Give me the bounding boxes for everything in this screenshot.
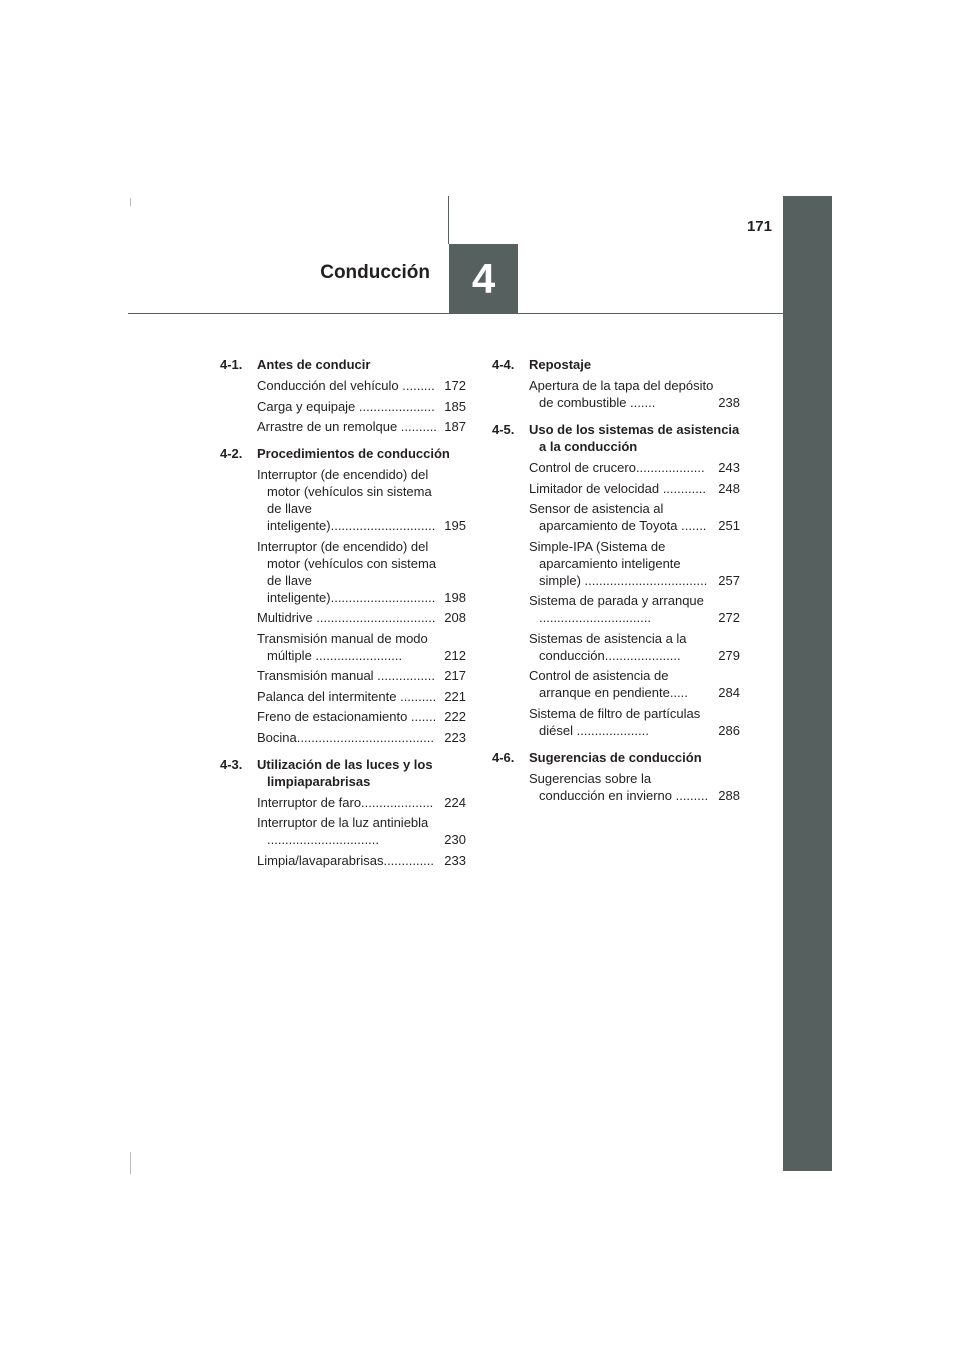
toc-entry-text: Interruptor (de encendido) del motor (vehículos sin sistema de llave inteligente)............................. (257, 467, 436, 533)
section-number: 4-2. (220, 446, 243, 461)
section-number: 4-3. (220, 756, 243, 772)
toc-entry[interactable] (529, 705, 740, 739)
toc-entry[interactable] (529, 500, 740, 534)
toc-entry-page: 230 (444, 832, 466, 847)
toc-entry[interactable] (257, 708, 466, 725)
toc-entry[interactable] (257, 667, 466, 684)
toc-entry-text: Limpia/lavaparabrisas.............. (257, 852, 435, 868)
chapter-title: Conducción (320, 262, 430, 283)
toc-entry[interactable] (257, 609, 466, 626)
toc-section (492, 356, 740, 411)
toc-entry-text: Apertura de la tapa del depósito de combustible ....... (529, 378, 714, 410)
toc-entry[interactable] (529, 538, 740, 589)
toc-entry-text: Sistema de filtro de partículas diésel .................... (529, 705, 701, 738)
section-body (529, 356, 740, 411)
toc-entry-page: 248 (718, 480, 740, 496)
toc-entry-text: Sensor de asistencia al aparcamiento de Toyota ....... (529, 501, 707, 533)
toc-entry-text: Conducción del vehículo ......... (257, 378, 435, 393)
toc-entry-page: 224 (444, 794, 466, 810)
chapter-number-box: 4 (449, 244, 518, 313)
toc-entry-text: Sugerencias sobre la conducción en invierno ......... (529, 770, 709, 803)
toc-entry-text: Simple-IPA (Sistema de aparcamiento inteligente simple) .................................. (529, 538, 708, 588)
toc-entry-text: Multidrive ................................. (257, 610, 436, 625)
section-title: Procedimientos de conducción (257, 446, 450, 461)
toc-entry-page: 251 (718, 518, 740, 533)
section-body (257, 356, 466, 435)
toc-entry[interactable] (257, 814, 466, 848)
section-body (257, 756, 466, 869)
section-number: 4-5. (492, 422, 515, 437)
toc-entry-text: Sistema de parada y arranque ............................... (529, 593, 704, 625)
section-title: Uso de los sistemas de asistencia a la conducción (529, 422, 740, 454)
section-body (529, 749, 740, 804)
toc-entry-page: 222 (444, 709, 466, 724)
toc-entry-text: Control de asistencia de arranque en pendiente..... (529, 668, 688, 700)
toc-entry-text: Interruptor de faro.................... (257, 794, 434, 810)
toc-entry-page: 223 (444, 729, 466, 745)
crop-mark (130, 1152, 131, 1174)
toc-entry[interactable] (257, 688, 466, 705)
toc-entry[interactable] (257, 729, 466, 746)
toc-section (492, 749, 740, 804)
toc-entry[interactable] (529, 770, 740, 804)
toc-entry[interactable] (257, 630, 466, 664)
toc-entry-page: 185 (444, 398, 466, 414)
section-number: 4-4. (492, 357, 515, 372)
toc-entry-page: 187 (444, 419, 466, 434)
chapter-side-tab (783, 196, 832, 1171)
toc-entry-page: 286 (718, 722, 740, 738)
toc-entry[interactable] (257, 466, 466, 534)
section-title: Utilización de las luces y los limpiaparabrisas (257, 756, 433, 789)
toc-entry-page: 212 (444, 647, 466, 663)
toc-entry-text: Palanca del intermitente .......... (257, 688, 437, 704)
section-title: Sugerencias de conducción (529, 749, 702, 765)
toc-entry-page: 233 (444, 852, 466, 868)
toc-entry[interactable] (529, 667, 740, 701)
toc-entry-page: 257 (718, 572, 740, 588)
toc-entry[interactable] (257, 538, 466, 606)
toc-entry[interactable] (529, 480, 740, 497)
section-body (529, 421, 740, 739)
toc-entry-text: Interruptor (de encendido) del motor (vehículos con sistema de llave inteligente)............................. (257, 538, 437, 605)
toc-entry-text: Sistemas de asistencia a la conducción..................... (529, 630, 687, 663)
toc-entry-page: 217 (444, 668, 466, 683)
header-horizontal-rule (128, 313, 783, 314)
toc-entry-page: 198 (444, 589, 466, 605)
toc-entry-text: Freno de estacionamiento ....... (257, 709, 437, 724)
toc-entry[interactable] (529, 630, 740, 664)
toc-entry-page: 243 (718, 460, 740, 475)
toc-entry[interactable] (257, 852, 466, 869)
toc-section (220, 356, 466, 435)
page-number: 171 (746, 218, 772, 235)
toc-entry-text: Carga y equipaje ..................... (257, 398, 435, 414)
toc-entry-text: Limitador de velocidad ............ (529, 480, 707, 496)
section-title: Repostaje (529, 357, 592, 372)
toc-entry-page: 221 (444, 688, 466, 704)
toc-entry-page: 272 (718, 610, 740, 625)
toc-entry-page: 195 (444, 518, 466, 533)
toc-entry[interactable] (529, 592, 740, 626)
toc-entry-page: 284 (718, 685, 740, 700)
toc-entry-page: 238 (718, 395, 740, 410)
section-body (257, 445, 466, 746)
crop-mark (130, 198, 131, 206)
toc-entry-page: 172 (444, 378, 466, 393)
toc-entry-page: 208 (444, 610, 466, 625)
toc-section (220, 445, 466, 746)
toc-entry[interactable] (257, 794, 466, 811)
header-vertical-rule (448, 196, 449, 244)
section-number: 4-6. (492, 749, 515, 765)
toc-section (220, 756, 466, 869)
toc-entry[interactable] (257, 377, 466, 394)
toc-entry-page: 279 (718, 647, 740, 663)
toc-entry-text: Transmisión manual de modo múltiple ........................ (257, 630, 428, 663)
toc-entry[interactable] (529, 459, 740, 476)
section-title: Antes de conducir (257, 357, 371, 372)
toc-entry-page: 288 (718, 787, 740, 803)
toc-entry[interactable] (257, 418, 466, 435)
toc-entry-text: Arrastre de un remolque .......... (257, 419, 437, 434)
toc-entry-text: Transmisión manual ................ (257, 668, 435, 683)
toc-entry-text: Control de crucero................... (529, 460, 705, 475)
toc-left-column (220, 356, 466, 879)
toc-entry[interactable] (257, 398, 466, 415)
toc-entry[interactable] (529, 377, 740, 411)
toc-entry-text: Bocina...................................... (257, 729, 434, 745)
toc-section (492, 421, 740, 739)
section-number: 4-1. (220, 357, 243, 372)
toc-right-column (492, 356, 740, 814)
toc-entry-text: Interruptor de la luz antiniebla ............................... (257, 815, 429, 847)
